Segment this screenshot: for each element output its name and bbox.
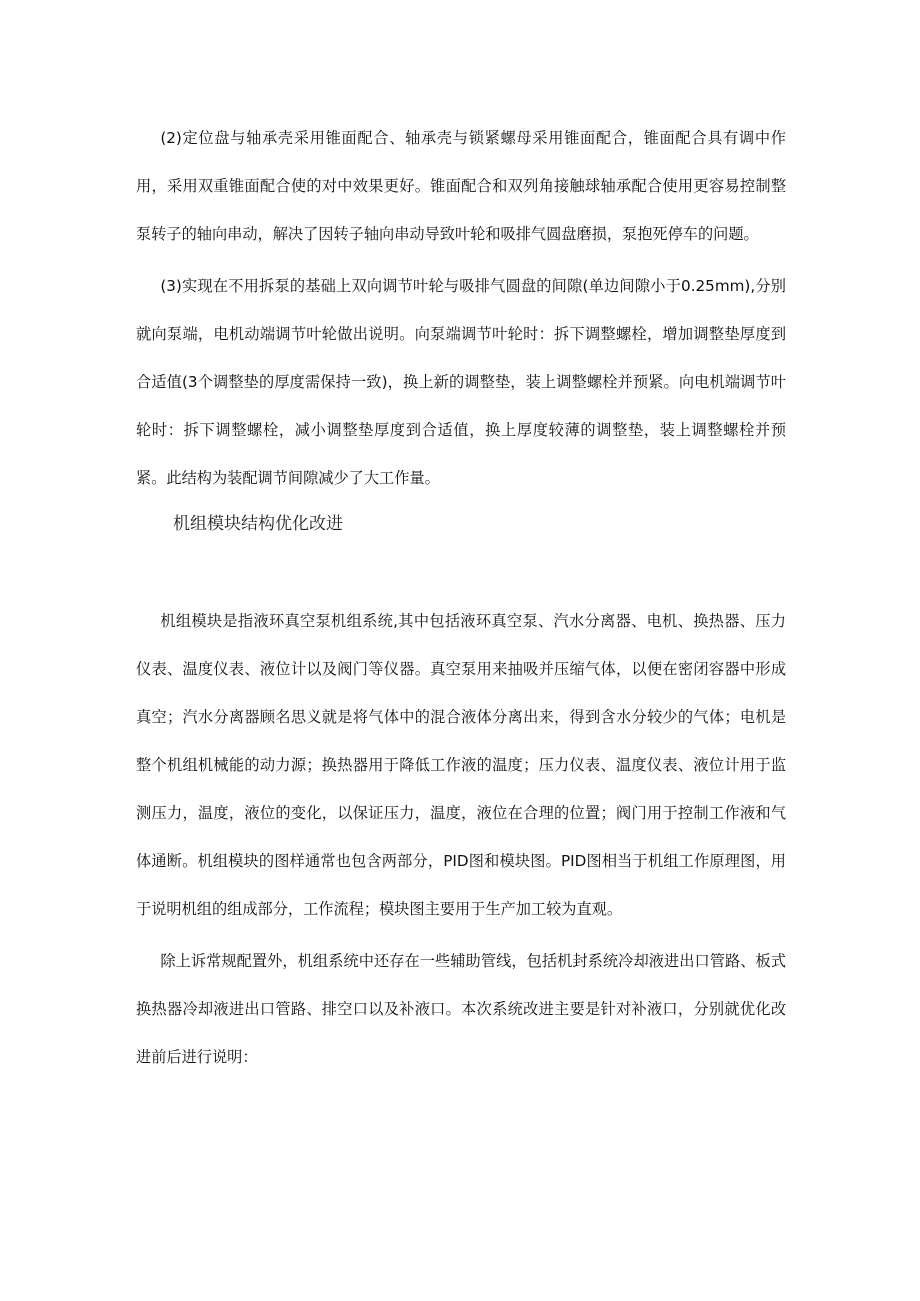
paragraph-locating-disc: (2)定位盘与轴承壳采用锥面配合、轴承壳与锁紧螺母采用锥面配合，锥面配合具有调中作用，采用双重锥面配合使的对中效果更好。锥面配合和双列角接触球轴承配合使用更容易控制整泵转子的轴向串动，解决了因转子轴向串动导致叶轮和吸排气圆盘磨损，泵抱死停车的问题。	[136, 129, 786, 243]
paragraph-impeller-gap-adjustment: (3)实现在不用拆泵的基础上双向调节叶轮与吸排气圆盘的间隙(单边间隙小于0.25mm),分别就向泵端，电机动端调节叶轮做出说明。向泵端调节叶轮时：拆下调整螺栓，增加调整垫厚度到合适值(3个调整垫的厚度需保持一致)，换上新的调整垫，装上调整螺栓并预紧。向电机端调节叶轮时：拆下调整螺栓，减小调整垫厚度到合适值，换上厚度较薄的调整垫，装上调整螺栓并预紧。此结构为装配调节间隙减少了大工作量。	[136, 277, 786, 487]
paragraph-auxiliary-pipelines: 除上诉常规配置外，机组系统中还存在一些辅助管线，包括机封系统冷却液进出口管路、板式换热器冷却液进出口管路、排空口以及补液口。本次系统改进主要是针对补液口，分别就优化改进前后进行说明：	[136, 952, 786, 1066]
section-heading: 机组模块结构优化改进	[173, 514, 343, 534]
paragraph-unit-module-description: 机组模块是指液环真空泵机组系统,其中包括液环真空泵、汽水分离器、电机、换热器、压力仪表、温度仪表、液位计以及阀门等仪器。真空泵用来抽吸并压缩气体，以便在密闭容器中形成真空；汽水分离器顾名思义就是将气体中的混合液体分离出来，得到含水分较少的气体；电机是整个机组机械能的动力源；换热器用于降低工作液的温度；压力仪表、温度仪表、液位计用于监测压力，温度，液位的变化，以保证压力，温度，液位在合理的位置；阀门用于控制工作液和气体通断。机组模块的图样通常也包含两部分，PID图和模块图。PID图相当于机组工作原理图，用于说明机组的组成部分，工作流程；模块图主要用于生产加工较为直观。	[136, 612, 786, 918]
